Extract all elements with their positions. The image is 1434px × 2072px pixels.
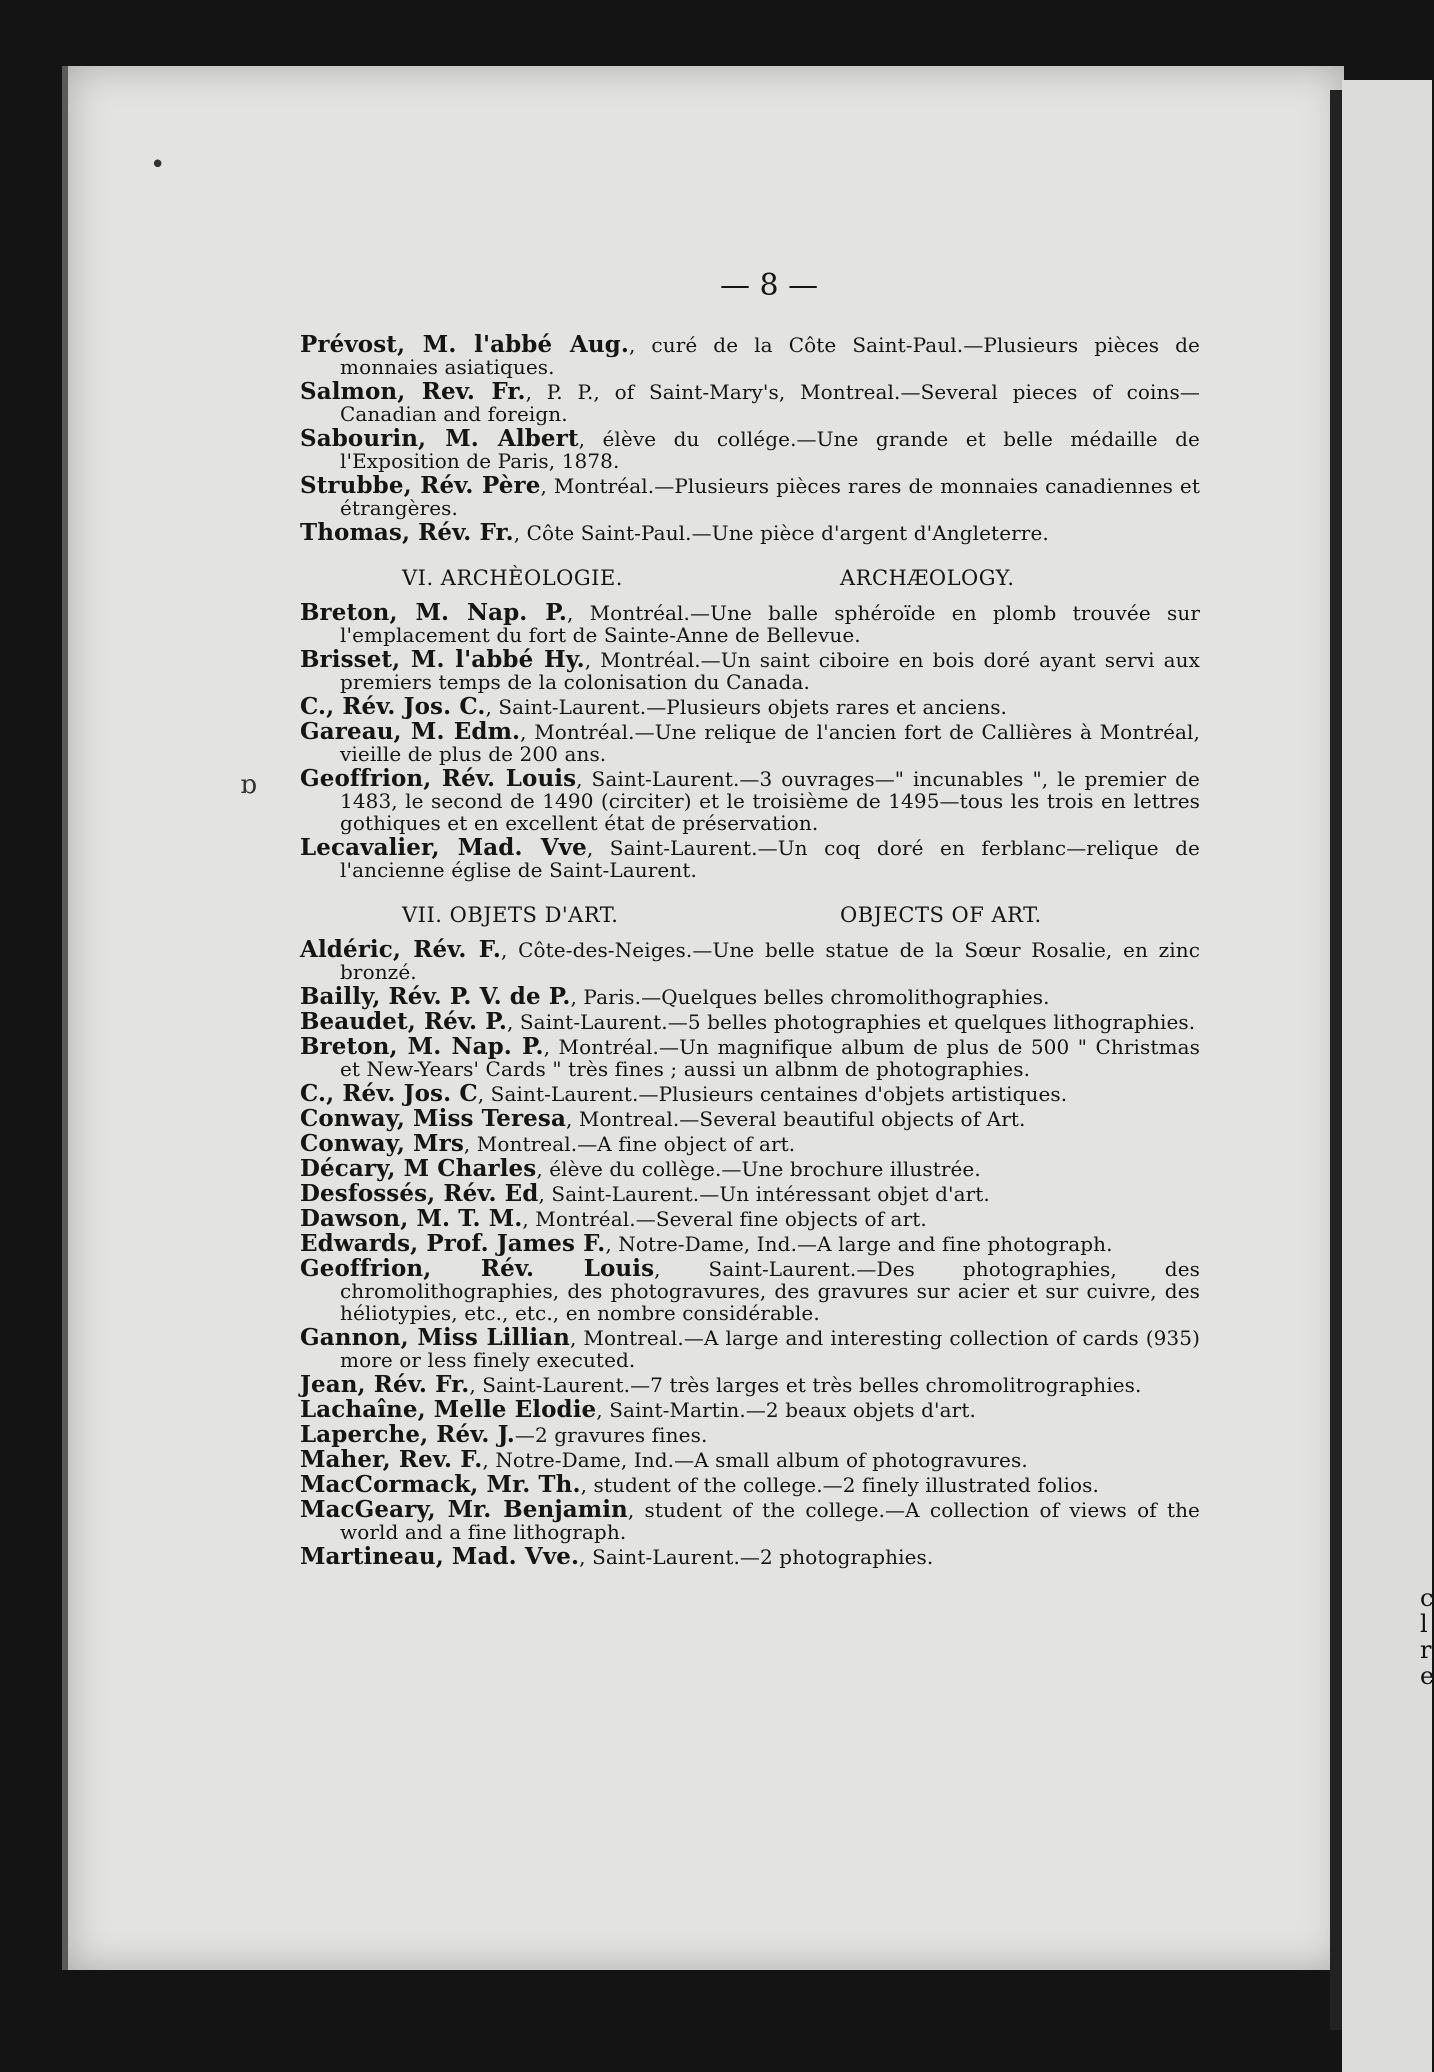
donation-description: , élève du collége.—Une grande et belle médaille de l'Exposition de Paris, 1878. (340, 427, 1200, 473)
donation-description: , Montreal.—Several beautiful objects of Art. (565, 1107, 1026, 1131)
donor-entry (300, 983, 1200, 1010)
donation-description: , élève du collège.—Une brochure illustrée. (536, 1157, 981, 1181)
donor-entry (300, 646, 1200, 694)
donor-name: Martineau, Mad. Vve. (300, 1543, 580, 1570)
donor-entry (300, 1496, 1200, 1544)
donor-name: Breton, M. Nap. P. (300, 1033, 544, 1060)
donor-entry (300, 1080, 1200, 1107)
edge-glyph: c (1420, 1584, 1434, 1612)
binding-spine (1330, 90, 1342, 2030)
donor-entry (300, 765, 1200, 835)
donor-entry (300, 1180, 1200, 1207)
donor-entry (300, 1396, 1200, 1423)
donor-entry (300, 1155, 1200, 1182)
edge-glyph: l (1420, 1610, 1428, 1638)
donation-description: , Saint-Laurent.—Plusieurs centaines d'objets artistiques. (477, 1082, 1068, 1106)
donation-description: , Saint-Laurent.—Plusieurs objets rares et anciens. (485, 695, 1008, 719)
donor-name: C., Rév. Jos. C. (300, 693, 486, 720)
scan-speck: • (150, 150, 166, 180)
edge-glyph: e (1420, 1662, 1434, 1690)
donation-description: , Côte-des-Neiges.—Une belle statue de la Sœur Rosalie, en zinc bronzé. (340, 938, 1201, 984)
donation-description: , Notre-Dame, Ind.—A large and fine photograph. (605, 1232, 1113, 1256)
donor-entry (300, 519, 1200, 546)
donor-entry (300, 1421, 1200, 1448)
donation-description: , Paris.—Quelques belles chromolithographies. (570, 985, 1050, 1009)
donor-entry (300, 1230, 1200, 1257)
donor-entry (300, 693, 1200, 720)
donation-description: , curé de la Côte Saint-Paul.—Plusieurs pièces de monnaies asiatiques. (340, 333, 1200, 379)
donor-name: Salmon, Rev. Fr. (300, 378, 526, 405)
page-number: — 8 — (720, 268, 819, 303)
donor-entry (300, 1371, 1200, 1398)
donor-name: Beaudet, Rév. P. (300, 1008, 507, 1035)
donor-entry (300, 1130, 1200, 1157)
donor-name: MacGeary, Mr. Benjamin (300, 1496, 628, 1523)
section-heading (300, 556, 1200, 598)
donation-description: , Côte Saint-Paul.—Une pièce d'argent d'Angleterre. (513, 521, 1049, 545)
donation-description: , Montréal.—Une relique de l'ancien fort de Callières à Montréal, vieille de plus de 200 ans. (340, 720, 1200, 766)
donation-description: —2 gravures fines. (514, 1423, 708, 1447)
donor-name: Conway, Miss Teresa (300, 1105, 566, 1132)
donor-name: Geoffrion, Rév. Louis (300, 1255, 655, 1282)
donor-name: Laperche, Rév. J. (300, 1421, 515, 1448)
donor-name: MacCormack, Mr. Th. (300, 1471, 581, 1498)
donation-description: , Montréal.—Un magnifique album de plus de 500 " Christmas et New-Years' Cards " très fines ; aussi un albnm de photographies. (340, 1035, 1201, 1081)
section-heading-english: OBJECTS OF ART. (840, 903, 1042, 927)
donation-description: , Saint-Laurent.—2 photographies. (579, 1545, 934, 1569)
donor-entry (300, 599, 1201, 647)
donor-entry (300, 1471, 1200, 1498)
donation-description: , Montréal.—Un saint ciboire en bois doré ayant servi aux premiers temps de la colonisation du Canada. (340, 648, 1200, 694)
donor-entry (300, 472, 1200, 520)
donor-name: Jean, Rév. Fr. (300, 1371, 470, 1398)
edge-glyph: r (1420, 1636, 1432, 1664)
donation-description: , Montréal.—Several fine objects of art. (522, 1207, 927, 1231)
donation-description: , P. P., of Saint-Mary's, Montreal.—Several pieces of coins—Canadian and foreign. (340, 380, 1200, 426)
donor-entry (300, 1033, 1201, 1081)
donor-entry (300, 834, 1200, 882)
donor-entry (300, 718, 1200, 766)
donor-name: Desfossés, Rév. Ed (300, 1180, 539, 1207)
donor-entry (300, 1008, 1200, 1035)
donor-name: Brisset, M. l'abbé Hy. (300, 646, 585, 673)
adjacent-page-text (1420, 1585, 1432, 1689)
donation-description: , Montreal.—A fine object of art. (463, 1132, 796, 1156)
donation-description: , Montreal.—A large and interesting collection of cards (935) more or less finely executed. (340, 1326, 1200, 1372)
donor-entry (300, 1205, 1200, 1232)
donation-description: , Montréal.—Une balle sphéroïde en plomb trouvée sur l'emplacement du fort de Sainte-Anne de Bellevue. (340, 601, 1201, 647)
donation-description: , Saint-Laurent.—7 très larges et très belles chromolitrographies. (469, 1373, 1142, 1397)
donor-entry (300, 1324, 1200, 1372)
donation-description: , Saint-Laurent.—5 belles photographies et quelques lithographies. (506, 1010, 1196, 1034)
donor-name: C., Rév. Jos. C (300, 1080, 478, 1107)
section-heading-french: VI. ARCHÈOLOGIE. (402, 566, 623, 590)
donation-description: , student of the college.—2 finely illustrated folios. (580, 1473, 1099, 1497)
donor-name: Breton, M. Nap. P. (300, 599, 567, 626)
pencil-mark: ɒ (240, 770, 257, 800)
adjacent-page-edge (1342, 80, 1432, 2072)
donor-name: Lachaîne, Melle Elodie (300, 1396, 597, 1423)
donor-name: Gannon, Miss Lillian (300, 1324, 570, 1351)
donor-entry (300, 936, 1201, 984)
donor-entry (300, 425, 1200, 473)
donor-name: Geoffrion, Rév. Louis (300, 765, 577, 792)
document-body (300, 331, 1201, 1571)
donor-name: Thomas, Rév. Fr. (300, 519, 514, 546)
section-heading-english: ARCHÆOLOGY. (840, 566, 1015, 590)
donor-name: Bailly, Rév. P. V. de P. (300, 983, 571, 1010)
donor-name: Prévost, M. l'abbé Aug. (300, 331, 629, 358)
donation-description: , student of the college.—A collection of views of the world and a fine lithograph. (340, 1498, 1200, 1544)
donor-name: Décary, M Charles (300, 1155, 537, 1182)
donor-entry (300, 1105, 1200, 1132)
donor-entry (300, 1255, 1200, 1325)
donation-description: , Montréal.—Plusieurs pièces rares de monnaies canadiennes et étrangères. (340, 474, 1200, 520)
donor-name: Aldéric, Rév. F. (300, 936, 502, 963)
donation-description: , Saint-Laurent.—3 ouvrages—" incunables ", le premier de 1483, le second de 1490 (circiter) et le troisième de 1495—tous les trois en lettres gothiques et en excellent état de préservation. (340, 767, 1200, 835)
donor-name: Maher, Rev. F. (300, 1446, 483, 1473)
donor-name: Lecavalier, Mad. Vve (300, 834, 587, 861)
section-heading (300, 893, 1200, 935)
donation-description: , Notre-Dame, Ind.—A small album of photogravures. (482, 1448, 1028, 1472)
donor-entry (300, 1543, 1200, 1570)
donor-name: Dawson, M. T. M. (300, 1205, 523, 1232)
donor-entry (300, 1446, 1200, 1473)
donation-description: , Saint-Laurent.—Un intéressant objet d'art. (538, 1182, 990, 1206)
donor-name: Gareau, M. Edm. (300, 718, 521, 745)
donation-description: , Saint-Laurent.—Un coq doré en ferblanc—relique de l'ancienne église de Saint-Laurent. (340, 836, 1200, 882)
donation-description: , Saint-Laurent.—Des photographies, des chromolithographies, des photogravures, des gravures sur acier et sur cuivre, des héliotypies, etc., etc., en nombre considérable. (340, 1257, 1200, 1325)
donor-name: Sabourin, M. Albert (300, 425, 579, 452)
donor-name: Conway, Mrs (300, 1130, 464, 1157)
donor-name: Edwards, Prof. James F. (300, 1230, 606, 1257)
section-heading-french: VII. OBJETS D'ART. (402, 903, 619, 927)
donor-name: Strubbe, Rév. Père (300, 472, 541, 499)
donor-entry (300, 331, 1200, 379)
donation-description: , Saint-Martin.—2 beaux objets d'art. (596, 1398, 976, 1422)
donor-entry (300, 378, 1200, 426)
